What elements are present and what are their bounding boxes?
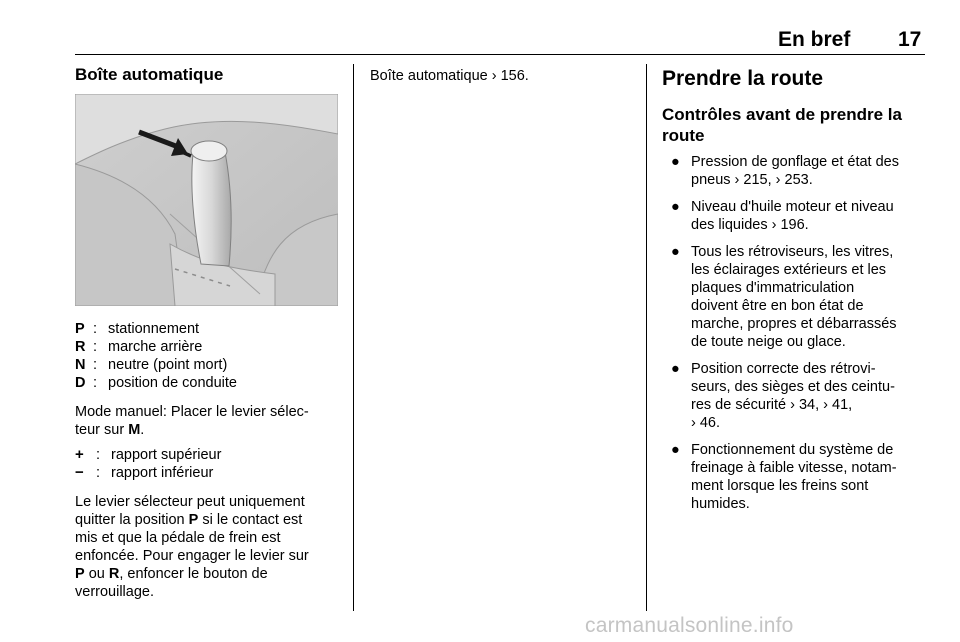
chapter-title: Prendre la route: [662, 67, 824, 90]
header-title: En bref: [778, 28, 851, 51]
legend-row-d: D : position de conduite: [75, 375, 237, 391]
right-column: [662, 66, 932, 512]
page-number: 17: [898, 28, 922, 51]
list-item: ● Position correcte des rétrovi- seurs, des sièges et des ceintu- res de sécurité › 34, › 41, › 46.: [671, 361, 895, 431]
bullet-icon: ●: [671, 199, 680, 215]
gear-selector-illustration: [75, 94, 338, 306]
legend-row-r: R : marche arrière: [75, 339, 203, 355]
checklist: [662, 153, 932, 522]
selector-lever-paragraph: Le levier sélecteur peut uniquement quitter la position P si le contact est mis et que la pédale de frein est enfoncée. Pour engager le levier sur P ou R, enfoncer le bouton de verrouillage.: [75, 494, 309, 600]
legend-row-minus: − : rapport inférieur: [75, 464, 214, 481]
section-title: Boîte automatique: [75, 65, 224, 84]
cross-reference[interactable]: Boîte automatique › 156.: [370, 68, 529, 84]
watermark: carmanualsonline.info: [585, 614, 794, 637]
subsection-title: Contrôles avant de prendre la route: [662, 105, 902, 145]
legend-text: stationnement: [108, 321, 200, 337]
manual-shift-legend: [75, 446, 221, 482]
legend-key: R: [75, 339, 86, 355]
bullet-icon: ●: [671, 244, 680, 260]
middle-column: [370, 67, 630, 85]
bullet-icon: ●: [671, 361, 680, 377]
list-item: ● Fonctionnement du système de freinage à faible vitesse, notam- ment lorsque les freins sont humides.: [671, 442, 897, 512]
legend-row-plus: + : rapport supérieur: [75, 446, 222, 463]
list-item: ● Pression de gonflage et état des pneus › 215, › 253.: [671, 154, 899, 188]
header-rule: [75, 54, 925, 55]
legend-text: neutre (point mort): [108, 357, 228, 373]
column-divider-right: [646, 64, 647, 611]
legend-row-n: N : neutre (point mort): [75, 357, 228, 373]
left-column: [75, 64, 343, 600]
list-item: ● Tous les rétroviseurs, les vitres, les éclairages extérieurs et les plaques d'immatriculation doivent être en bon état de marche, propres et débarrassés de toute neige ou glace.: [671, 244, 897, 350]
legend-row-p: P : stationnement: [75, 321, 200, 337]
legend-text: position de conduite: [108, 375, 237, 391]
bullet-icon: ●: [671, 154, 680, 170]
legend-key: P: [75, 321, 85, 337]
legend-key: N: [75, 357, 86, 373]
gear-position-legend: [75, 320, 237, 392]
plus-icon: +: [75, 446, 84, 463]
column-divider-left: [353, 64, 354, 611]
reference-arrow-icon: ›: [491, 68, 497, 84]
legend-text: marche arrière: [108, 339, 203, 355]
list-item: ● Niveau d'huile moteur et niveau des liquides › 196.: [671, 199, 894, 233]
minus-icon: −: [75, 464, 84, 481]
bullet-icon: ●: [671, 442, 680, 458]
legend-key: D: [75, 375, 86, 391]
manual-mode-paragraph: Mode manuel: Placer le levier sélec- teur sur M.: [75, 404, 309, 438]
